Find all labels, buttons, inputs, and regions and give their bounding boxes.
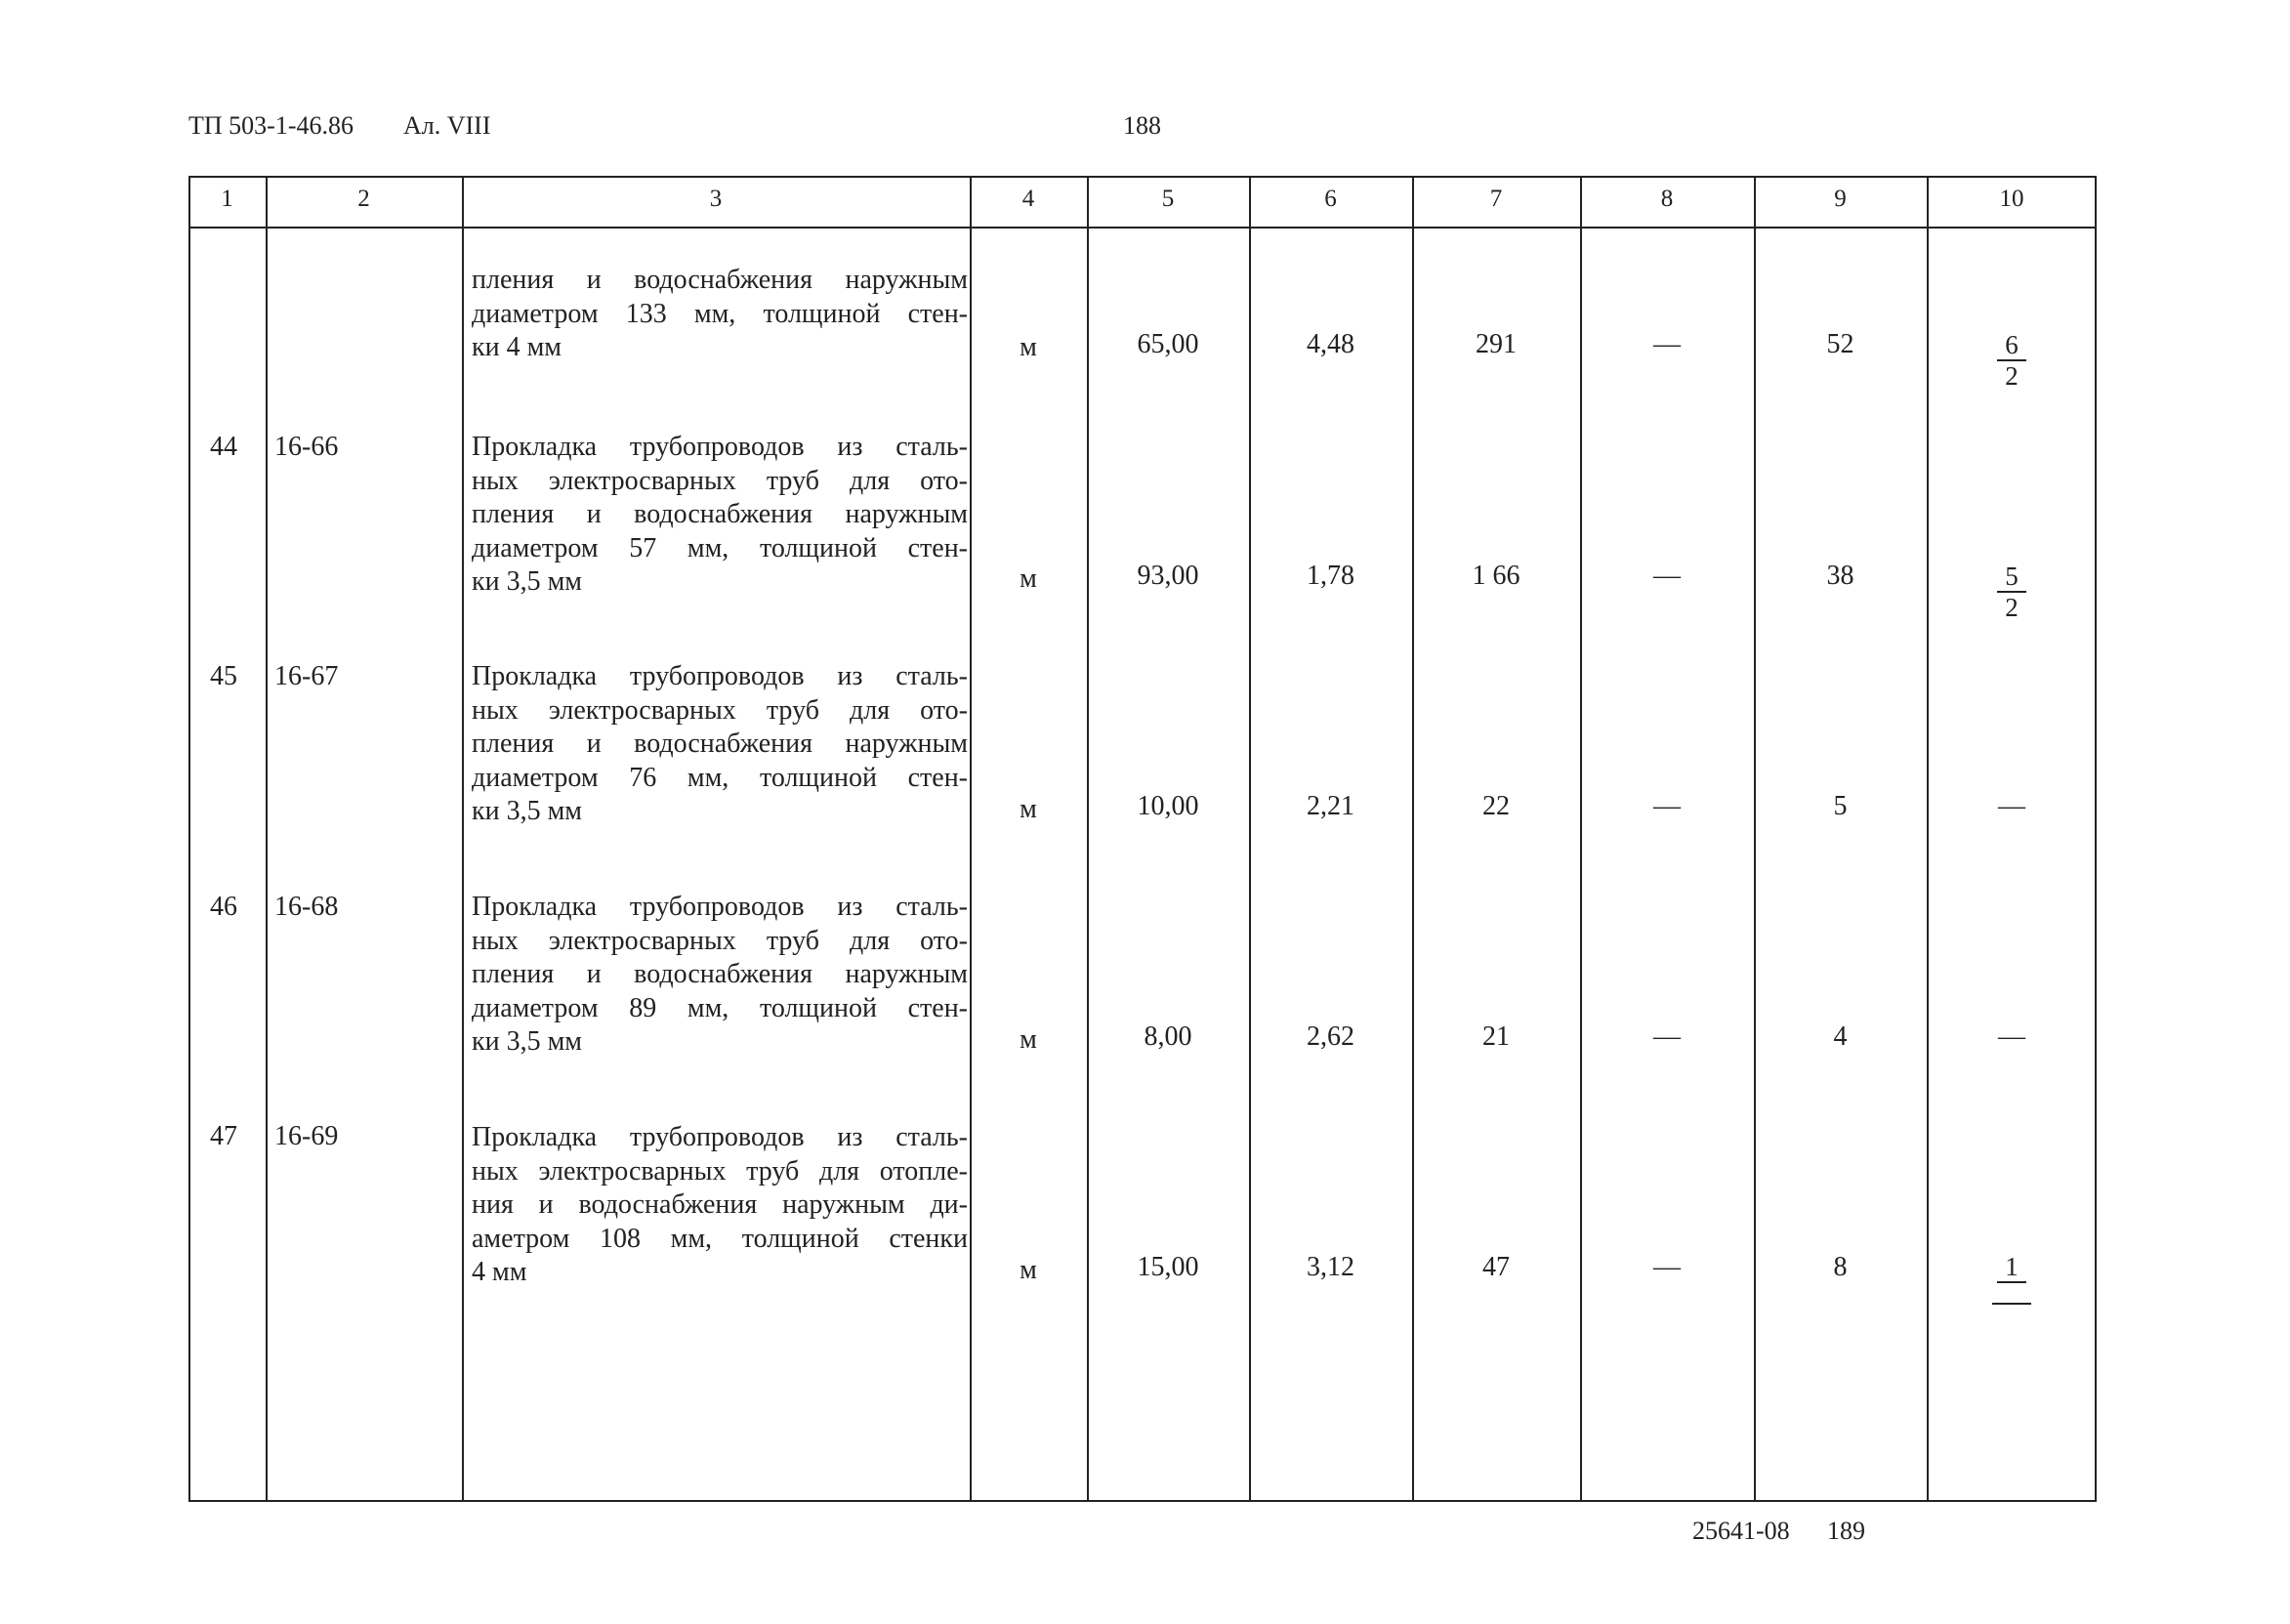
item-description: Прокладка трубопроводов из сталь- ных электросварных труб для ото- пления и водоснабжения наружным диаметром 89 мм, толщиной стен- ки 3,5 мм <box>472 892 968 1057</box>
column-divider <box>1249 176 1251 1502</box>
value-cell: 93,00 <box>1137 561 1199 591</box>
fraction-cell: $\frac{5}{2}$ <box>1982 562 2041 622</box>
fraction-cell: $\frac{6}{2}$ <box>1982 330 2041 391</box>
column-header: 1 <box>221 186 233 212</box>
column-divider <box>1927 176 1929 1502</box>
value-cell: 10,00 <box>1137 791 1199 821</box>
unit-cell: м <box>1020 332 1037 362</box>
footer-page-number: 189 <box>1827 1517 1865 1545</box>
page-number: 188 <box>1123 111 1161 140</box>
value-cell: 291 <box>1476 329 1517 359</box>
column-header: 10 <box>1999 186 2024 212</box>
value-cell: — <box>1653 791 1681 821</box>
item-description: Прокладка трубопроводов из сталь- ных электросварных труб для ото- пления и водоснабжения наружным диаметром 57 мм, толщиной стен- ки 3,5 мм <box>472 432 968 597</box>
column-header: 5 <box>1161 186 1175 212</box>
item-description: пления и водоснабжения наружным диаметром 133 мм, толщиной стен- ки 4 мм <box>472 265 968 362</box>
footer-code: 25641-08 <box>1692 1517 1790 1545</box>
value-cell: — <box>1653 329 1681 359</box>
column-header: 4 <box>1021 186 1035 212</box>
value-cell: 2,21 <box>1307 791 1354 821</box>
rate-code: 16-68 <box>274 892 339 922</box>
estimate-table <box>188 176 2097 1502</box>
row-number: 46 <box>210 892 237 922</box>
value-cell: 15,00 <box>1137 1252 1199 1282</box>
value-cell: 1,78 <box>1307 561 1354 591</box>
value-cell: 52 <box>1826 329 1854 359</box>
item-description: Прокладка трубопроводов из сталь- ных электросварных труб для отопле- ния и водоснабжения наружным ди- аметром 108 мм, толщиной стенки 4 мм <box>472 1122 968 1287</box>
value-cell: — <box>1653 561 1681 591</box>
column-header: 7 <box>1489 186 1503 212</box>
rate-code: 16-66 <box>274 432 339 462</box>
column-divider <box>1412 176 1414 1502</box>
unit-cell: м <box>1020 563 1037 594</box>
document-code: ТП 503-1-46.86 <box>188 111 354 140</box>
value-cell: 47 <box>1482 1252 1510 1282</box>
unit-cell: м <box>1020 1255 1037 1285</box>
value-cell: 1 66 <box>1472 561 1520 591</box>
row-number: 44 <box>210 432 237 462</box>
column-header: 2 <box>357 186 370 212</box>
value-cell: 8,00 <box>1144 1021 1192 1052</box>
value-cell: 21 <box>1482 1021 1510 1052</box>
album-label: Ал. VIII <box>403 111 491 140</box>
column-divider <box>1754 176 1756 1502</box>
value-cell: 4,48 <box>1307 329 1354 359</box>
value-cell: 38 <box>1826 561 1854 591</box>
row-number: 45 <box>210 661 237 691</box>
value-cell: — <box>1998 791 2025 821</box>
rate-code: 16-69 <box>274 1121 339 1151</box>
value-cell: 65,00 <box>1137 329 1199 359</box>
value-cell: 4 <box>1833 1021 1848 1052</box>
column-divider <box>266 176 268 1502</box>
value-cell: 3,12 <box>1307 1252 1354 1282</box>
unit-cell: м <box>1020 794 1037 824</box>
value-cell: — <box>1998 1021 2025 1052</box>
value-cell: — <box>1653 1252 1681 1282</box>
value-cell: 5 <box>1833 791 1848 821</box>
column-header: 8 <box>1660 186 1674 212</box>
value-cell: — <box>1653 1021 1681 1052</box>
unit-cell: м <box>1020 1024 1037 1055</box>
value-cell: 8 <box>1833 1252 1848 1282</box>
item-description: Прокладка трубопроводов из сталь- ных электросварных труб для ото- пления и водоснабжения наружным диаметром 76 мм, толщиной стен- ки 3,5 мм <box>472 661 968 826</box>
rate-code: 16-67 <box>274 661 339 691</box>
row-number: 47 <box>210 1121 237 1151</box>
column-header: 9 <box>1834 186 1847 212</box>
column-divider <box>970 176 972 1502</box>
value-cell: 2,62 <box>1307 1021 1354 1052</box>
column-divider <box>462 176 464 1502</box>
column-divider <box>1580 176 1582 1502</box>
table-header-divider <box>188 227 2097 229</box>
column-header: 3 <box>709 186 723 212</box>
column-header: 6 <box>1324 186 1337 212</box>
value-cell: 22 <box>1482 791 1510 821</box>
column-divider <box>1087 176 1089 1502</box>
fraction-cell: 1 <box>1982 1252 2041 1305</box>
